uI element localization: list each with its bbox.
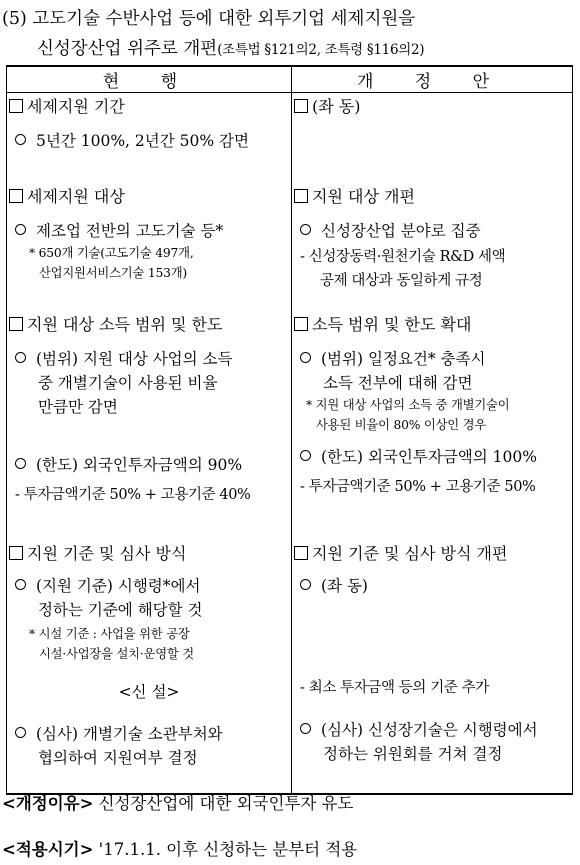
cell-revised: [292, 183, 573, 311]
footnote-line: * 650개 기술(고도기술 497개,: [29, 245, 194, 260]
circle-bullet-icon: [15, 579, 26, 590]
cell-current: [7, 93, 292, 183]
bullet-item-text: (지원 기준) 시행령*에서: [36, 576, 201, 595]
checkbox-square-icon: [294, 317, 308, 331]
new-provision-label: <신 설>: [118, 682, 180, 701]
cell-revised: [292, 536, 573, 794]
table-row: [7, 311, 573, 536]
bullet-item-text: 제조업 전반의 고도기술 등*: [36, 221, 224, 240]
bullet-item: [292, 347, 572, 395]
bullet-item-text: 만큼만 감면: [38, 397, 118, 416]
dash-item: [292, 676, 572, 700]
bullet-item: [7, 347, 291, 419]
checkbox-square-icon: [294, 99, 308, 113]
circle-bullet-icon: [300, 723, 311, 734]
bullet-item-text: 중 개별기술이 사용된 비율: [38, 373, 218, 392]
effective-date-label: <적용시기>: [2, 840, 94, 859]
table-row: [7, 183, 573, 311]
bullet-item-text: (한도) 외국인투자금액의 100%: [321, 447, 537, 466]
dash-item: [7, 483, 291, 507]
checkbox-square-icon: [9, 189, 23, 203]
category-heading-text: 지원 대상 소득 범위 및 한도: [27, 314, 223, 334]
effective-date-text: '17.1.1. 이후 신청하는 분부터 적용: [98, 840, 358, 859]
revision-reason: [2, 790, 354, 814]
bullet-item-text: 정하는 기준에 해당할 것: [38, 600, 203, 619]
checkbox-square-icon: [9, 99, 23, 113]
table-row: [7, 536, 573, 794]
category-heading: [7, 540, 291, 568]
category-heading-text: 지원 대상 개편: [312, 186, 415, 206]
category-heading: [292, 311, 572, 339]
bullet-item-text: 협의하여 지원여부 결정: [38, 748, 198, 767]
checkbox-square-icon: [9, 317, 23, 331]
category-heading-text: 소득 범위 및 한도 확대: [312, 314, 472, 334]
legal-reference: (조특법 §121의2, 조특령 §116의2): [217, 42, 425, 58]
dash-item-line: 공제 대상과 동일하게 규정: [320, 272, 483, 289]
bullet-item: [7, 219, 291, 243]
bullet-item-text: (심사) 개별기술 소관부처와: [36, 724, 223, 743]
checkbox-square-icon: [294, 546, 308, 560]
dash-item-line: - 투자금액기준 50% + 고용기준 40%: [15, 486, 251, 503]
circle-bullet-icon: [15, 352, 26, 363]
header-revised: 개 정 안: [292, 66, 573, 93]
checkbox-square-icon: [9, 546, 23, 560]
bullet-item: [292, 718, 572, 766]
dash-item: [292, 245, 572, 293]
category-heading-text: 세제지원 대상: [27, 186, 125, 206]
circle-bullet-icon: [300, 224, 311, 235]
bullet-item: [292, 574, 572, 598]
footnote-line: 산업지원서비스기술 153개): [39, 265, 187, 280]
bullet-item: [292, 445, 572, 469]
footnote-line: * 지원 대상 사업의 소득 중 개별기술이: [306, 397, 510, 412]
category-heading: [292, 540, 572, 568]
footnote-line: 사용된 비율이 80% 이상인 경우: [316, 417, 487, 432]
category-heading: [7, 311, 291, 339]
dash-item: [292, 475, 572, 499]
cell-current: [7, 183, 292, 311]
section-title: [0, 4, 580, 65]
revision-reason-text: 신성장산업에 대한 외국인투자 유도: [98, 794, 354, 813]
category-heading: [7, 183, 291, 211]
category-heading-text: (좌 동): [312, 97, 361, 116]
effective-date: [2, 836, 357, 860]
bullet-item: [7, 129, 291, 153]
category-heading-text: 지원 기준 및 심사 방식: [27, 543, 187, 563]
bullet-item-text: 신성장산업 분야로 집중: [321, 221, 481, 240]
bullet-item-text: 소득 전부에 대해 감면: [323, 373, 473, 392]
circle-bullet-icon: [15, 727, 26, 738]
bullet-item-text: (범위) 일정요건* 충족시: [321, 349, 486, 368]
title-line-2-text: 신성장산업 위주로 개편: [37, 39, 218, 59]
footnote: [7, 243, 291, 283]
circle-bullet-icon: [300, 450, 311, 461]
bullet-item: [7, 722, 291, 770]
bullet-item: [7, 574, 291, 622]
footnote-line: * 시설 기준 : 사업을 위한 공장: [29, 626, 190, 641]
bullet-item: [7, 453, 291, 477]
revision-reason-label: <개정이유>: [2, 794, 94, 813]
cell-current: [7, 311, 292, 536]
dash-item-line: - 신성장동력·원천기술 R&D 세액: [300, 248, 506, 265]
comparison-table: [6, 65, 573, 795]
title-line-2: [0, 34, 580, 65]
bullet-item-text: (심사) 신성장기술은 시행령에서: [321, 720, 538, 739]
category-heading-text: 지원 기준 및 심사 방식 개편: [312, 543, 508, 563]
bullet-item-text: (한도) 외국인투자금액의 90%: [36, 455, 243, 474]
footnote: [292, 395, 572, 435]
bullet-item-text: (좌 동): [321, 576, 368, 595]
bullet-item: [292, 219, 572, 243]
checkbox-square-icon: [294, 189, 308, 203]
circle-bullet-icon: [15, 224, 26, 235]
category-heading: [7, 93, 291, 121]
footnote-line: 시설·사업장을 설치·운영할 것: [39, 646, 194, 661]
table-row: [7, 93, 573, 183]
title-line-1: (5) 고도기술 수반사업 등에 대한 외투기업 세제지원을: [2, 9, 416, 29]
circle-bullet-icon: [300, 352, 311, 363]
header-current: 현 행: [7, 66, 292, 93]
circle-bullet-icon: [15, 134, 26, 145]
circle-bullet-icon: [15, 458, 26, 469]
dash-item-line: - 최소 투자금액 등의 기준 추가: [300, 679, 489, 696]
category-heading: [292, 93, 572, 121]
bullet-item-text: 5년간 100%, 2년간 50% 감면: [36, 132, 249, 150]
cell-revised: [292, 311, 573, 536]
dash-item-line: - 투자금액기준 50% + 고용기준 50%: [300, 478, 536, 495]
bullet-item-text: 정하는 위원회를 거쳐 결정: [323, 744, 503, 763]
cell-current: [7, 536, 292, 794]
table-header-row: [7, 66, 573, 93]
bullet-item-text: (범위) 지원 대상 사업의 소득: [36, 349, 233, 368]
category-heading-text: 세제지원 기간: [27, 97, 125, 116]
category-heading: [292, 183, 572, 211]
cell-revised: [292, 93, 573, 183]
circle-bullet-icon: [300, 579, 311, 590]
footnote: [7, 624, 291, 664]
